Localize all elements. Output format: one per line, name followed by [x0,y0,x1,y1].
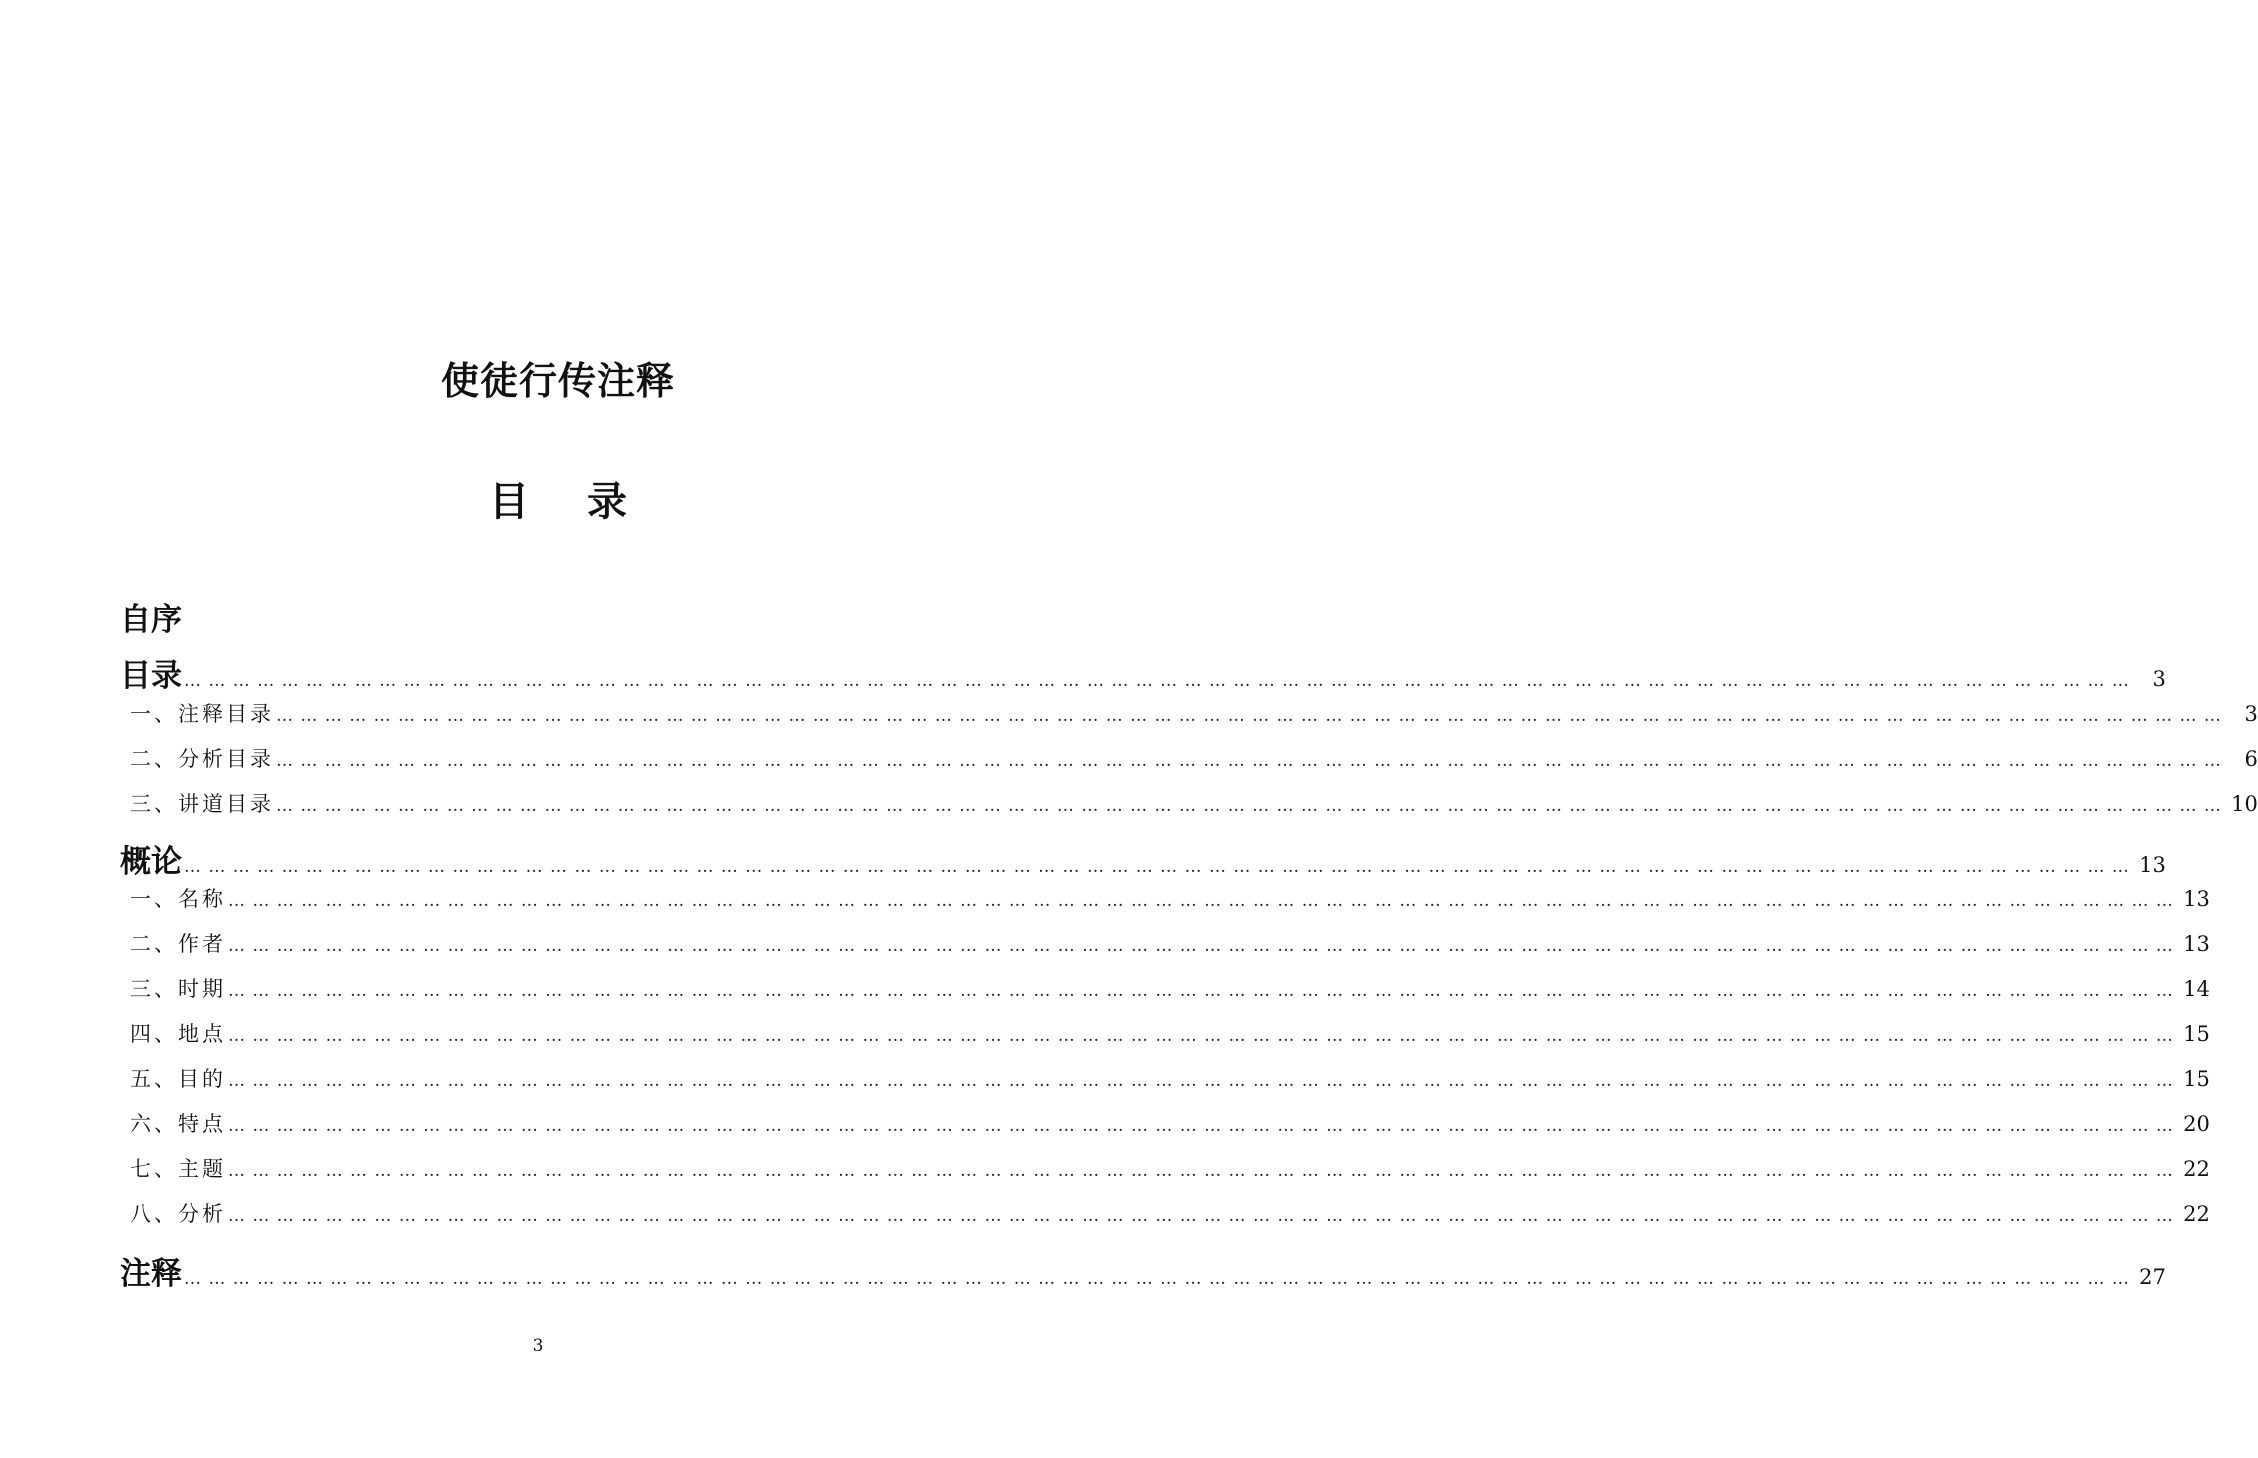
toc-entry[interactable] [120,973,2210,1003]
document-title: 使徒行传注释 [440,359,675,403]
toc-preface-entry[interactable]: 自序 [120,602,182,638]
toc-entry[interactable] [120,883,2210,913]
toc-heading-char-1: 目 [489,479,529,525]
dot-leader: … … … … … … … … … … … … … … … … … … … … … … … … … … … … … … … … … … … … … … … … … … … … … … … … … … … … … … … … … … … … … … … … … … … … … … … … … … … … … … … … [276,796,2222,816]
toc-entry-label: 一、名称 [130,887,226,911]
toc-entry-page: 13 [2183,887,2210,911]
toc-entry-page: 20 [2183,1112,2210,1136]
dot-leader: … … … … … … … … … … … … … … … … … … … … … … … … … … … … … … … … … … … … … … … … … … … … … … … … … … … … … … … … … … … … … … … … … … … … … … … … … … … … … … … … [276,751,2222,771]
toc-entry-label: 三、时期 [130,977,226,1001]
toc-entry-label: 五、目的 [130,1067,226,1091]
toc-entry-page: 15 [2183,1067,2210,1091]
toc-entry-label: 概论 [120,844,182,880]
toc-heading [0,470,1116,527]
toc-entry-label: 八、分析 [130,1202,226,1226]
toc-entry[interactable] [120,1063,2210,1093]
dot-leader: … … … … … … … … … … … … … … … … … … … … … … … … … … … … … … … … … … … … … … … … … … … … … … … … … … … … … … … … … … … … … … … … … … … … … … … … … … … … … … … … [228,981,2174,1001]
dot-leader: … … … … … … … … … … … … … … … … … … … … … … … … … … … … … … … … … … … … … … … … … … … … … … … … … … … … … … … … … … … … … … … … … … … … … … … … … … … … … … … … [184,1269,2130,1289]
toc-entry-page: 14 [2183,977,2210,1001]
toc-entry[interactable] [120,1153,2210,1183]
dot-leader: … … … … … … … … … … … … … … … … … … … … … … … … … … … … … … … … … … … … … … … … … … … … … … … … … … … … … … … … … … … … … … … … … … … … … … … … … … … … … … … … [276,706,2222,726]
toc-entry-label: 注释 [120,1256,182,1292]
toc-entry-page: 13 [2183,932,2210,956]
dot-leader: … … … … … … … … … … … … … … … … … … … … … … … … … … … … … … … … … … … … … … … … … … … … … … … … … … … … … … … … … … … … … … … … … … … … … … … … … … … … … … … … [228,936,2174,956]
dot-leader: … … … … … … … … … … … … … … … … … … … … … … … … … … … … … … … … … … … … … … … … … … … … … … … … … … … … … … … … … … … … … … … … … … … … … … … … … … … … … … … … [184,671,2130,691]
toc-entry[interactable] [120,1108,2210,1138]
toc-entry-page: 3 [2152,667,2166,691]
toc-entry-label: 目录 [120,658,182,694]
toc-entry-page: 13 [2139,853,2166,877]
toc-entry[interactable] [120,1248,2166,1293]
toc-entry-label: 七、主题 [130,1157,226,1181]
toc-entry-page: 3 [2244,702,2258,726]
dot-leader: … … … … … … … … … … … … … … … … … … … … … … … … … … … … … … … … … … … … … … … … … … … … … … … … … … … … … … … … … … … … … … … … … … … … … … … … … … … … … … … … [228,1116,2174,1136]
toc-entry-page: 22 [2183,1202,2210,1226]
toc-entry-label: 一、注释目录 [130,702,274,726]
dot-leader: … … … … … … … … … … … … … … … … … … … … … … … … … … … … … … … … … … … … … … … … … … … … … … … … … … … … … … … … … … … … … … … … … … … … … … … … … … … … … … … … [228,1206,2174,1226]
toc-entry-label: 六、特点 [130,1112,226,1136]
dot-leader: … … … … … … … … … … … … … … … … … … … … … … … … … … … … … … … … … … … … … … … … … … … … … … … … … … … … … … … … … … … … … … … … … … … … … … … … … … … … … … … … [228,1161,2174,1181]
toc-entry[interactable] [120,1018,2210,1048]
toc-entry[interactable] [120,698,2258,728]
toc-entry[interactable] [120,1198,2210,1228]
toc-entry-label: 三、讲道目录 [130,792,274,816]
toc-entry[interactable] [120,788,2258,818]
toc-entry-page: 22 [2183,1157,2210,1181]
toc-entry[interactable] [120,743,2258,773]
dot-leader: … … … … … … … … … … … … … … … … … … … … … … … … … … … … … … … … … … … … … … … … … … … … … … … … … … … … … … … … … … … … … … … … … … … … … … … … … … … … … … … … [228,891,2174,911]
toc-entry-page: 10 [2231,792,2258,816]
toc-entry-label: 二、作者 [130,932,226,956]
dot-leader: … … … … … … … … … … … … … … … … … … … … … … … … … … … … … … … … … … … … … … … … … … … … … … … … … … … … … … … … … … … … … … … … … … … … … … … … … … … … … … … … [228,1026,2174,1046]
toc-entry-label: 四、地点 [130,1022,226,1046]
toc-entry[interactable] [120,650,2166,695]
toc-entry-label: 二、分析目录 [130,747,274,771]
toc-entry-page: 6 [2244,747,2258,771]
dot-leader: … … … … … … … … … … … … … … … … … … … … … … … … … … … … … … … … … … … … … … … … … … … … … … … … … … … … … … … … … … … … … … … … … … … … … … … … … … … … … … … … [184,857,2130,877]
toc-entry[interactable] [120,836,2166,881]
page-number: 3 [532,1336,544,1356]
toc-entry-page: 27 [2139,1265,2166,1289]
toc-heading-char-2: 录 [587,479,627,525]
dot-leader: … … … … … … … … … … … … … … … … … … … … … … … … … … … … … … … … … … … … … … … … … … … … … … … … … … … … … … … … … … … … … … … … … … … … … … … … … … … … … … … … [228,1071,2174,1091]
toc-entry[interactable] [120,928,2210,958]
toc-entry-page: 15 [2183,1022,2210,1046]
